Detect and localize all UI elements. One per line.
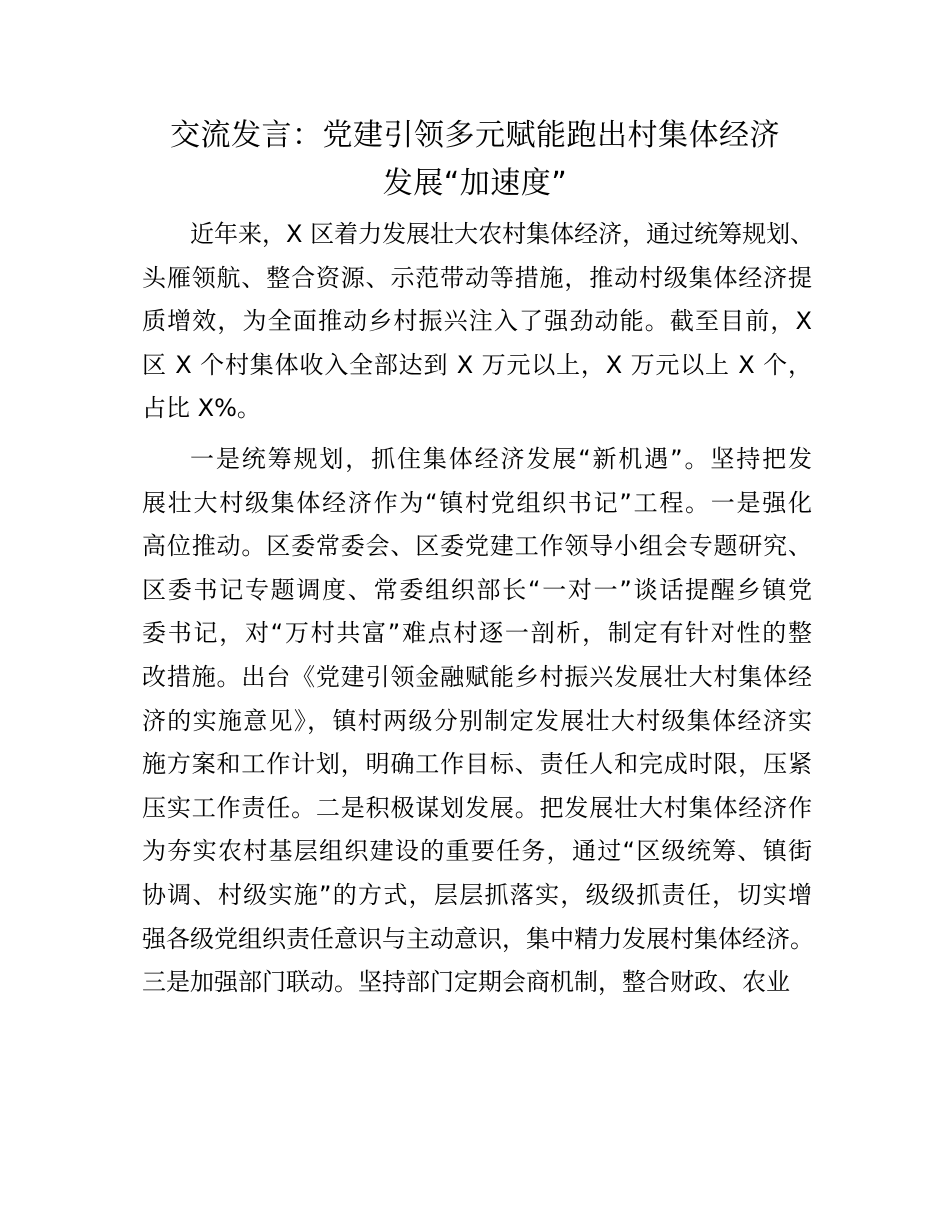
paragraph-line: 三是加强部门联动。坚持部门定期会商机制，整合财政、农业: [142, 968, 790, 997]
paragraph-line: 委书记，对“万村共富”难点村逐一剖析，制定有针对性的整: [142, 619, 812, 648]
document-title: [140, 112, 810, 208]
paragraph-intro: [142, 213, 815, 431]
title-line-2: 发展“加速度”: [382, 166, 568, 201]
paragraph-line: 头雁领航、整合资源、示范带动等措施，推动村级集体经济提: [142, 263, 812, 292]
paragraph-planning: [142, 438, 812, 1005]
paragraph-line: 改措施。出台《党建引领金融赋能乡村振兴发展壮大村集体经: [142, 662, 812, 691]
paragraph-line: 压实工作责任。二是积极谋划发展。把发展壮大村集体经济作: [142, 793, 812, 822]
paragraph-line: 施方案和工作计划，明确工作目标、责任人和完成时限，压紧: [142, 750, 812, 779]
paragraph-line: 区委书记专题调度、常委组织部长“一对一”谈话提醒乡镇党: [142, 575, 812, 604]
paragraph-line: 高位推动。区委常委会、区委党建工作领导小组会专题研究、: [142, 532, 812, 561]
paragraph-line: 近年来，X 区着力发展壮大农村集体经济，通过统筹规划、: [190, 220, 815, 248]
paragraph-line: 一是统筹规划，抓住集体经济发展“新机遇”。坚持把发: [190, 445, 812, 473]
paragraph-line: 济的实施意见》，镇村两级分别制定发展壮大村级集体经济实: [142, 706, 812, 735]
paragraph-line: 区 X 个村集体收入全部达到 X 万元以上，X 万元以上 X 个，: [142, 350, 812, 379]
paragraph-line: 强各级党组织责任意识与主动意识，集中精力发展村集体经济。: [142, 924, 814, 953]
paragraph-line: 展壮大村级集体经济作为“镇村党组织书记”工程。一是强化: [142, 488, 812, 517]
paragraph-line: 质增效，为全面推动乡村振兴注入了强劲动能。截至目前，X: [142, 307, 812, 336]
paragraph-line: 协调、村级实施”的方式，层层抓落实，级级抓责任，切实增: [142, 880, 812, 909]
title-line-1: 交流发言：党建引领多元赋能跑出村集体经济: [170, 118, 780, 153]
paragraph-line: 占比 X%。: [142, 394, 261, 423]
paragraph-line: 为夯实农村基层组织建设的重要任务，通过“区级统筹、镇街: [142, 837, 812, 866]
